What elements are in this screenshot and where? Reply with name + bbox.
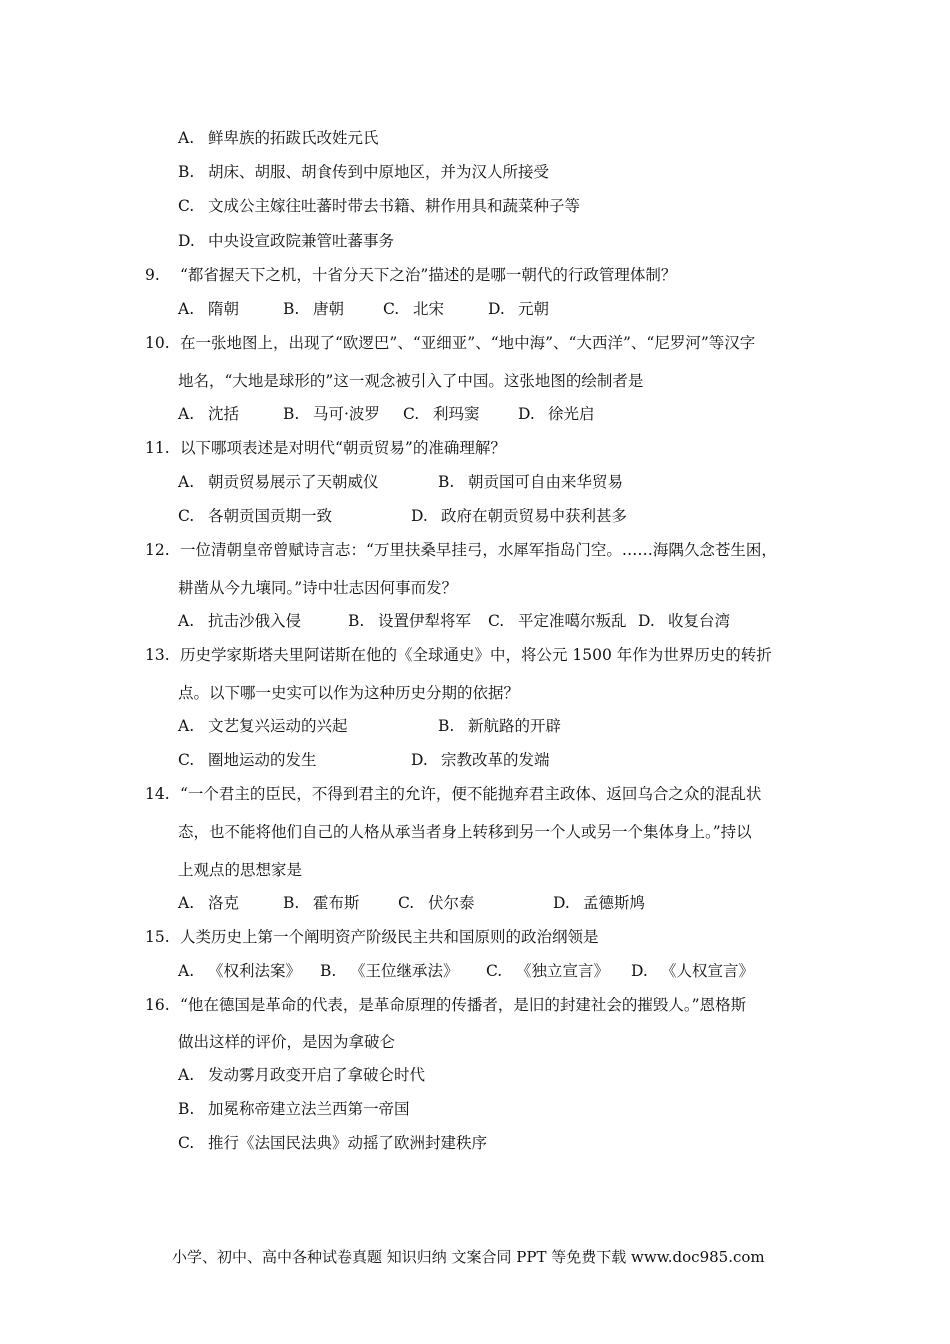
option-text: 推行《法国民法典》动摇了欧洲封建秩序 — [208, 1134, 488, 1152]
option-letter: B. — [283, 894, 300, 912]
answer-option — [411, 504, 627, 526]
question-text: “他在德国是革命的代表，是革命原理的传播者，是旧的封建社会的摧毁人。”恩格斯 — [180, 996, 747, 1014]
question-text: “一个君主的臣民，不得到君主的允许，便不能抛弃君主政体、返回乌合之众的混乱状 — [180, 785, 762, 803]
question-continuation: 上观点的思想家是 — [178, 861, 303, 879]
question-continuation: 耕凿从今九壤同。”诗中壮志因何事而发？ — [178, 579, 458, 597]
answer-option — [283, 402, 380, 424]
option-text: 马可·波罗 — [313, 405, 380, 423]
question-number: 13. — [145, 646, 170, 664]
question-text: 人类历史上第一个阐明资产阶级民主共和国原则的政治纲领是 — [180, 928, 599, 946]
option-letter: D. — [518, 405, 535, 423]
answer-option — [178, 609, 301, 631]
option-letter: D. — [411, 507, 428, 525]
question-line — [145, 643, 772, 665]
question-number: 14. — [145, 785, 170, 803]
answer-option — [178, 959, 301, 981]
option-letter: C. — [383, 300, 400, 318]
question-line — [145, 538, 777, 560]
option-letter: A. — [178, 300, 195, 318]
option-text: 朝贡贸易展示了天朝威仪 — [208, 473, 379, 491]
option-letter: B. — [320, 962, 337, 980]
answer-option — [631, 959, 754, 981]
option-text: 朝贡国可自由来华贸易 — [468, 473, 624, 491]
answer-option — [438, 714, 561, 736]
option-letter: C. — [403, 405, 420, 423]
answer-option — [178, 1063, 425, 1085]
option-letter: D. — [178, 232, 195, 250]
answer-option — [411, 748, 550, 770]
option-text: 《人权宣言》 — [661, 962, 755, 980]
option-text: 新航路的开辟 — [468, 717, 562, 735]
answer-option — [178, 1097, 410, 1119]
answer-option — [488, 609, 627, 631]
answer-option — [320, 959, 459, 981]
question-continuation: 地名，“大地是球形的”这一观念被引入了中国。这张地图的绘制者是 — [178, 372, 644, 390]
option-text: 各朝贡国贡期一致 — [208, 507, 333, 525]
question-text: 历史学家斯塔夫里阿诺斯在他的《全球通史》中，将公元 1500 年作为世界历史的转折 — [180, 646, 772, 664]
answer-option — [348, 609, 471, 631]
question-line — [145, 263, 676, 285]
option-text: 利玛窦 — [433, 405, 480, 423]
answer-option — [178, 504, 332, 526]
option-text: 文成公主嫁往吐蕃时带去书籍、耕作用具和蔬菜种子等 — [208, 197, 581, 215]
option-text: 圈地运动的发生 — [208, 751, 317, 769]
option-text: 北宋 — [413, 300, 445, 318]
option-letter: A. — [178, 962, 195, 980]
footer-text: 小学、初中、高中各种试卷真题 知识归纳 文案合同 PPT 等免费下载 www.doc985.com — [172, 1248, 765, 1266]
option-letter: B. — [283, 300, 300, 318]
answer-option — [178, 297, 239, 319]
option-text: 政府在朝贡贸易中获利甚多 — [441, 507, 628, 525]
answer-option — [398, 891, 475, 913]
option-letter: A. — [178, 129, 195, 147]
question-number: 15. — [145, 928, 170, 946]
question-number: 12. — [145, 541, 170, 559]
option-text: 《权利法案》 — [208, 962, 302, 980]
question-line — [145, 782, 761, 804]
option-letter: B. — [283, 405, 300, 423]
question-line — [145, 436, 506, 458]
answer-option — [178, 891, 239, 913]
option-text: 孟德斯鸠 — [583, 894, 646, 912]
option-letter: B. — [348, 612, 365, 630]
question-continuation: 做出这样的评价，是因为拿破仑 — [178, 1033, 396, 1051]
option-text: 元朝 — [518, 300, 550, 318]
option-text: 中央设宣政院兼管吐蕃事务 — [208, 232, 395, 250]
option-letter: D. — [411, 751, 428, 769]
option-letter: B. — [438, 717, 455, 735]
question-number: 16. — [145, 996, 170, 1014]
answer-option — [638, 609, 730, 631]
option-letter: C. — [178, 1134, 195, 1152]
option-letter: B. — [178, 1100, 195, 1118]
answer-option — [178, 402, 239, 424]
option-text: 发动雾月政变开启了拿破仑时代 — [208, 1066, 426, 1084]
answer-option — [178, 470, 379, 492]
answer-option — [403, 402, 480, 424]
question-continuation: 点。以下哪一史实可以作为这种历史分期的依据？ — [178, 684, 520, 702]
option-letter: A. — [178, 473, 195, 491]
option-text: 设置伊犁将军 — [378, 612, 472, 630]
answer-option — [383, 297, 444, 319]
option-text: 平定准噶尔叛乱 — [518, 612, 627, 630]
answer-option — [178, 748, 317, 770]
option-text: 宗教改革的发端 — [441, 751, 550, 769]
option-text: 《独立宣言》 — [516, 962, 610, 980]
answer-option — [553, 891, 645, 913]
option-letter: C. — [488, 612, 505, 630]
option-letter: C. — [398, 894, 415, 912]
option-letter: A. — [178, 1066, 195, 1084]
option-text: 唐朝 — [313, 300, 345, 318]
option-letter: C. — [178, 507, 195, 525]
answer-option — [178, 1131, 487, 1153]
question-text: 以下哪项表述是对明代“朝贡贸易”的准确理解？ — [180, 439, 506, 457]
answer-option — [518, 402, 595, 424]
answer-option — [486, 959, 609, 981]
option-text: 霍布斯 — [313, 894, 360, 912]
answer-option — [178, 714, 348, 736]
option-letter: D. — [631, 962, 648, 980]
question-text: 一位清朝皇帝曾赋诗言志：“万里扶桑早挂弓，水犀军指岛门空。……海隅久念苍生困， — [180, 541, 777, 559]
question-line — [145, 993, 746, 1015]
option-letter: A. — [178, 612, 195, 630]
option-letter: A. — [178, 405, 195, 423]
answer-option — [488, 297, 549, 319]
answer-option — [283, 297, 344, 319]
option-text: 伏尔泰 — [428, 894, 475, 912]
option-text: 加冕称帝建立法兰西第一帝国 — [208, 1100, 410, 1118]
question-number: 11. — [145, 439, 170, 457]
option-letter: D. — [553, 894, 570, 912]
option-text: 收复台湾 — [668, 612, 731, 630]
option-letter: C. — [178, 751, 195, 769]
option-letter: B. — [178, 163, 195, 181]
option-text: 沈括 — [208, 405, 240, 423]
question-line — [145, 331, 755, 353]
question-number: 10. — [145, 334, 170, 352]
option-letter: A. — [178, 894, 195, 912]
answer-option — [438, 470, 623, 492]
question-text: 在一张地图上，出现了“欧逻巴”、“亚细亚”、“地中海”、“大西洋”、“尼罗河”等汉字 — [180, 334, 756, 352]
option-letter: C. — [486, 962, 503, 980]
answer-option — [283, 891, 360, 913]
question-continuation: 态，也不能将他们自己的人格从承当者身上转移到另一个人或另一个集体身上。”持以 — [178, 823, 752, 841]
answer-option — [178, 126, 379, 148]
option-text: 《王位继承法》 — [350, 962, 459, 980]
option-text: 文艺复兴运动的兴起 — [208, 717, 348, 735]
answer-option — [178, 160, 549, 182]
option-letter: B. — [438, 473, 455, 491]
option-letter: D. — [638, 612, 655, 630]
option-text: 抗击沙俄入侵 — [208, 612, 302, 630]
answer-option — [178, 194, 580, 216]
option-text: 徐光启 — [548, 405, 595, 423]
option-text: 胡床、胡服、胡食传到中原地区，并为汉人所接受 — [208, 163, 550, 181]
question-text: “都省握天下之机，十省分天下之治”描述的是哪一朝代的行政管理体制？ — [180, 266, 677, 284]
option-text: 鲜卑族的拓跋氏改姓元氏 — [208, 129, 379, 147]
answer-option — [178, 229, 394, 251]
option-letter: C. — [178, 197, 195, 215]
option-letter: A. — [178, 717, 195, 735]
question-number: 9. — [145, 266, 160, 284]
question-line — [145, 925, 599, 947]
option-text: 洛克 — [208, 894, 240, 912]
option-text: 隋朝 — [208, 300, 240, 318]
option-letter: D. — [488, 300, 505, 318]
